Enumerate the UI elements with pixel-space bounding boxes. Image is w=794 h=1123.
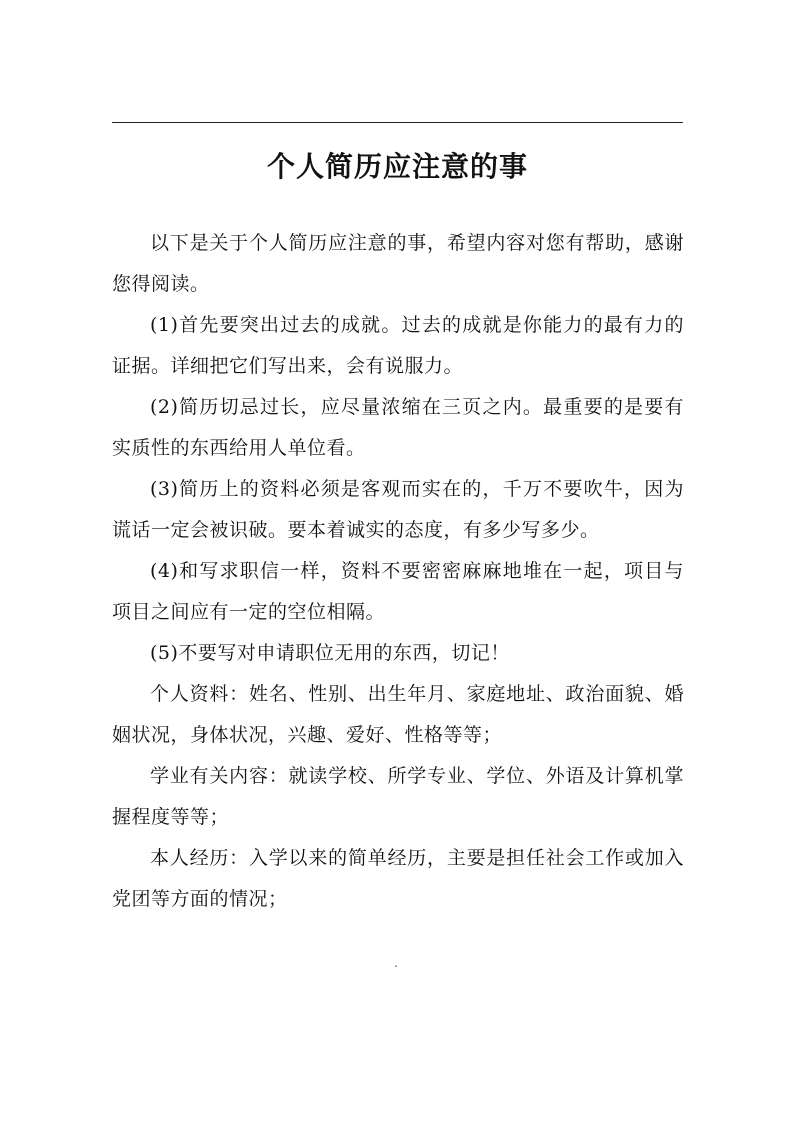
document-title: 个人简历应注意的事 (266, 150, 528, 183)
paragraph-intro: 以下是关于个人简历应注意的事，希望内容对您有帮助，感谢您得阅读。 (112, 232, 684, 295)
paragraph-item-2: (2)简历切忌过长，应尽量浓缩在三页之内。最重要的是要有实质性的东西给用人单位看。 (112, 396, 684, 459)
paragraph-education: 学业有关内容：就读学校、所学专业、学位、外语及计算机掌握程度等等； (112, 765, 684, 828)
paragraph-item-3: (3)简历上的资料必须是客观而实在的，千万不要吹牛，因为谎话一定会被识破。要本着诚实的态度，有多少写多少。 (112, 478, 684, 541)
document-body (112, 223, 684, 920)
paragraph-item-5: (5)不要写对申请职位无用的东西，切记！ (150, 642, 510, 664)
paragraph-experience: 本人经历：入学以来的简单经历，主要是担任社会工作或加入党团等方面的情况； (112, 847, 684, 910)
paragraph-item-4: (4)和写求职信一样，资料不要密密麻麻地堆在一起，项目与项目之间应有一定的空位相隔。 (112, 560, 684, 623)
paragraph-item-1: (1)首先要突出过去的成就。过去的成就是你能力的最有力的证据。详细把它们写出来，会有说服力。 (112, 314, 684, 377)
paragraph-personal-info: 个人资料：姓名、性别、出生年月、家庭地址、政治面貌、婚姻状况，身体状况，兴趣、爱好、性格等等； (112, 683, 684, 746)
header-rule (112, 122, 683, 123)
page-marker: . (394, 956, 398, 970)
